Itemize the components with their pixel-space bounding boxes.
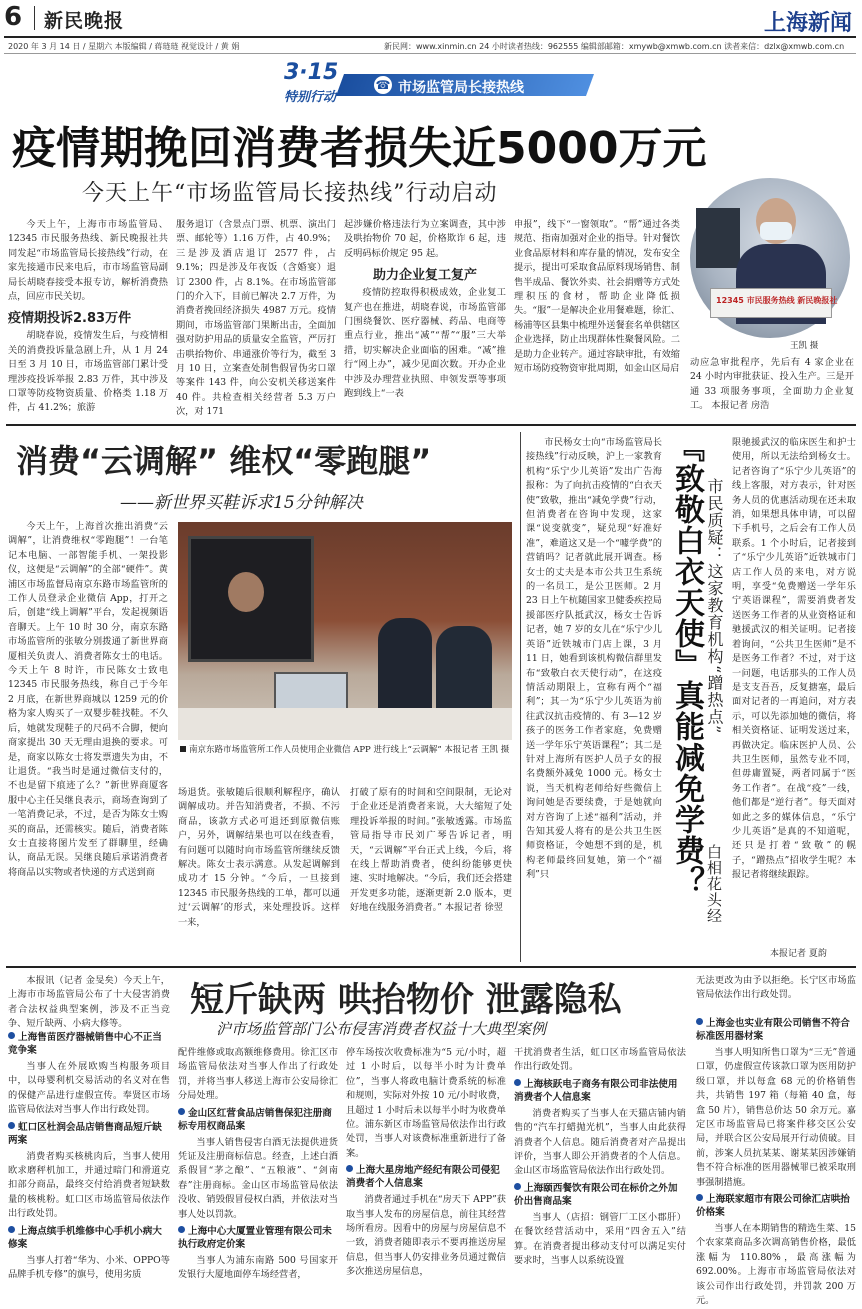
story4-col5-top <box>696 974 856 1014</box>
case-title-text: 上海联家超市有限公司徐汇店哄抬价格案 <box>696 1194 850 1219</box>
story1-photo-credit: 王凯 摄 <box>790 341 819 351</box>
case-title <box>8 1225 170 1251</box>
story3-col1-text: 市民杨女士向“市场监管局长接热线”行动反映，沪上一家教育机构“乐宁少儿英语”发出广告海报称：为了向抗击疫情的“白衣天使”致敬，推出“减免学费”行动，但消费者在咨询中发现，这家课“说变就变”，疑兑现“好准好准”，难道这又是一个“噱学费”的营销吗？记者就此展开调查。杨女士的丈夫是本市公共卫生系统的一名员工，是公卫医师。2 月 23 日上午杭随国家卫健委疾控局援部医疗队抵武汉，杨女士告诉记者，她 7 岁的女儿在“乐宁少儿英语”近铁城市门店上课，3 月 11 日，她看到该机构微信群里发布“致敬白衣天使行动”，在这疫情活动期限上，宣称有两个“福利”；其一为“乐宁少儿英语为前往武汉抗击疫情的、有 3—12 岁孩子的医务工作者家庭，免费赠送一学年乐宁英语课程”；其二是针对上海所有医护人员子女的报名费额外减免 1000 元。杨女士说，当天机构老师给好些微信上询问她是否要续费，于是她就向对方咨询了上述“福利”活动，并告知其爱人将有的是公共卫生医师资格证，令她想不到的是，机构老师最终回复她，第一个“福利”只 <box>526 437 662 881</box>
story4-c2-top-text: 配件维修或取高额维修费用。徐汇区市场监管局依法对当事人作出了行政处罚，并将当事人移送上海市公安局徐汇分局处理。 <box>178 1047 338 1102</box>
case-body: 当事人在本期销售的精选生菜、15 个农家菜商品多次调高销售价格，最低涨幅为 110.80%，最高涨幅为 692.00%。上海市市场监管局依法对该公司作出行政处罚，并罚款 200 万元。 <box>696 1223 856 1307</box>
case-title-text: 上海颐西餐饮有限公司在标价之外加价出售商品案 <box>514 1182 678 1207</box>
story1-col1b-text: 胡晓春说，疫情发生后，与疫情相关的消费投诉量急剧上升，从 1 月 24 日至 3 月 10 日，市场监管部门累计受理涉疫投诉举报 2.83 万件，其中涉及口罩等防疫物资质量、价格类 1.18 万件，占 41.2%；旅游 <box>8 330 168 414</box>
case-title <box>514 1182 686 1208</box>
story2-col1-text: 今天上午，上海首次推出消费“云调解”，让消费维权“零跑腿”！一台笔记本电脑、一部智能手机、一架投影仪，这便是“云调解”的全部“硬件”。黄浦区市场监督局南京东路市场监管所的工作人员登录企业微信 App，打开之后，创建“线上调解”平台，发起视频语音聊天。上午 10 时 30 分，南京东路市场监管所的张敏分别拨通了新世界商厦相关负责人、消费者陈女士的电话。今天上午 8 时许，市民陈女士致电 12345 市民服务热线，称自己于今年 2 月底，在新世界商城以 1259 元的价格为家人购买了一双婴步鞋找鞋。不久后，她就发现鞋子的尺码不合脚，便向商家提出 30 天无理由退换的要求。可是，商家以陈女士将发票遗失为由，不让退货。“我当时是通过微信支付的，不也是留下痕迹了么？”新世界商厦客服中心主任吴继良表示，商场查询到了一笔消费记录，不过，是否为陈女士购买的商品，还需核实。随后，消费者陈女士直接将图片发至了群聊里，经确认，商品无误。吴继良随后承诺消费者将商品以实物或者快递的方式送到商 <box>8 521 168 878</box>
story4-subheadline: 沪市场监管部门公布侵害消费者权益十大典型案例 <box>216 1020 547 1038</box>
story1-col5 <box>690 356 854 418</box>
banner-badge-text: 特别行动 <box>284 90 337 105</box>
story3-col2 <box>732 436 856 946</box>
story2-headline: 消费“云调解” 维权“零跑腿” <box>16 442 432 480</box>
square-bullet-icon <box>180 746 186 752</box>
case-title <box>8 1121 170 1147</box>
story1-photo <box>690 178 850 338</box>
case-body: 当事人（店招：钢管厂工区小郡肝）在餐饮经营活动中，采用“四舍五入”结算。在消费者提出移动支付可以满足实付要求时，当事人以系统设置 <box>514 1211 686 1267</box>
bullet-dot-icon <box>696 1194 703 1201</box>
story1-subhead-1: 疫情期投诉2.83万件 <box>8 311 132 327</box>
story4-headline: 短斤缺两 哄抬物价 泄露隐私 <box>190 980 622 1020</box>
story3-col2-text: 限驰援武汉的临床医生和护士使用，所以无法给到杨女士。记者咨询了“乐宁少儿英语”的线上客服，对方表示，针对医务人员的优惠活动现在还未取消，如果想具体申请，可以留下手机号，之后会有工作人员联系。1 个小时后，记者接到了“乐宁少儿英语”近铁城市门店工作人员的来电，对方说明，享受“免费赠送一学年乐宁英语课程”，需要消费者发送医务工作者的从业资格证和驰援武汉的相关证明。记者接着询问，“公共卫生医师”是不是医务工作者？不过，对于这一问题，电话那头的工作人员是支支吾吾，反复搪塞，最后面对记者的一再追问，对方表示，可以先添加她的微信，将相关资格证、证明发送过来，再做决定。临床医护人员、公共卫生医师，虽然专业不同，但毋庸置疑，两者同属于“医务工作者”。在战“疫”一线，他们都是“逆行者”。每天面对如此之多的媒体信息，“乐宁少儿英语”是真的不知道呢，还只是打着“致敬”的幌子，“蹭热点”招收学生呢？本报记者将继续跟踪。 <box>732 437 856 881</box>
case-title <box>8 1031 170 1057</box>
case-body: 消费者通过手机在“房天下 APP”获取当事人发布的房屋信息，前往其经营场所看房。因看中的房屋与房屋信息不一致，消费者随即表示不要再推送房屋信息，但当事人仍安排业务员通过微信多次推送房屋信息， <box>346 1194 506 1278</box>
story-divider-2 <box>6 966 856 968</box>
case-body: 当事人销售侵害白酒无法提供进货凭证及注册商标信息。经查，上述白酒系假冒“茅之酿”、“五粮液”、“剑南春”注册商标。金山区市场监管局依法没收、销毁假冒侵权白酒，并依法对当事人处以罚款。 <box>178 1136 338 1220</box>
case-title <box>178 1107 338 1133</box>
story2-col3 <box>350 786 512 964</box>
story4-col1 <box>8 1028 170 1281</box>
face-mask <box>760 222 792 240</box>
story4-col2 <box>178 1046 338 1281</box>
section-title: 上海新闻 <box>763 11 852 36</box>
case-body: 当事人在外展欧购当构服务项目中，以母婴利机交易活动的名义对在售的保健产品进行虚假宣传。奉贤区市场监管局依法对当事人作出行政处罚。 <box>8 1061 170 1116</box>
case-title <box>346 1164 506 1190</box>
story2-photo-caption-text: 南京东路市场监管所工作人员使用企业微信 APP 进行线上“云调解” 本报记者 王凯 摄 <box>189 745 510 755</box>
case-body: 当事人打着“华为、小米、OPPO等品牌手机专修”的旗号，使用劣质 <box>8 1254 170 1281</box>
case-title-text: 上海大星房地产经纪有限公司侵犯消费者个人信息案 <box>346 1165 500 1190</box>
story4-col4 <box>514 1046 686 1278</box>
bullet-dot-icon <box>8 1032 15 1039</box>
story1-col1 <box>8 218 168 416</box>
case-body: 消费者购买核桃肉后，当事人使用欧求磨秤机加工，并通过暗门和滑道克扣部分商品，最终交付给消费者短缺数量的核桃粉。虹口区市场监管局依法作出行政处罚。 <box>8 1150 170 1220</box>
phone-icon: ☎ <box>375 78 391 92</box>
bullet-dot-icon <box>178 1226 185 1233</box>
banner-badge-number: 3·15 <box>284 60 339 85</box>
case-title <box>514 1078 686 1104</box>
bullet-dot-icon <box>514 1183 521 1190</box>
story2-col3-text: 打破了原有的时间和空间限制，无论对于企业还是消费者来说，大大缩短了处理投诉举报的时间。”张敏透露。市场监管局指导市民刘广琴告诉记者，明天，“云调解”平台正式上线，今后，将在线上帮助消费者，使纠纷能够更快速、实时地解决。“今后，我们还会搭建开发更多功能，逐渐更新 2.0 版本，更好地在线服务消费者。” 本报记者 徐翌 <box>350 787 512 914</box>
case-title-text: 上海中心大厦置业管理有限公司未执行政府定价案 <box>178 1226 332 1251</box>
header-info-right: 新民网：www.xinmin.cn 24 小时读者热线：962555 编辑部邮箱：xmywb@xmwb.com.cn 读者来信：dzlx@xmwb.com.cn <box>384 42 845 51</box>
story1-col3a-text: 起涉嫌价格违法行为立案调查，其中涉及哄抬物价 70 起，价格欺诈 6 起，违反明码标价规定 95 起。 <box>344 219 506 259</box>
story4-lead-text: 本报讯（记者 金旻矣）今天上午，上海市市场监管局公布了十大侵害消费者合法权益典型案例，涉及不正当竞争、短斤缺两、小病大修等。 <box>8 975 170 1030</box>
case-title-text: 虹口区杜润会品店销售商品短斤缺两案 <box>8 1121 162 1146</box>
story2-col1 <box>8 520 168 962</box>
story1-col2-text: 服务退订（含景点门票、机票、演出门票、邮轮等）1.16 万件，占 40.9%；三是涉及酒店退订 2577 件，占 9.1%；四是涉及年夜饭（含婚宴）退订 2300 件，占 8.1%。在市场监管部门的介入下，目前已解决 2.7 万件，为消费者挽回经济损失 4987 万元。疫情期间，市场监管部门果断出击，全面加强对防护用品的质量安全监管，严厉打击哄抬物价、串通涨价等行为，截至 3 月 10 日，立案查处制售假冒伪劣口罩等案件 143 件，向公安机关移送案件 40 件。共检查相关经营者 5.3 万户次，对 171 <box>176 219 336 418</box>
story2-col2-text: 场退货。张敏随后很顺利解程序，确认调解成功。并告知消费者，不损、不污商品，该款方式必可退还到原微信账户，另外，调解结果也可以在线查看，有问题可以随时向市场监管所继续反馈解决。陈女士表示满意。从发起调解到成功才 15 分钟。“今后，一旦接到 12345 市民服务热线的工单，都可以通过‘云调解’的形式，来处理投诉。这样一来， <box>178 787 340 928</box>
story1-col3b-text: 疫情防控取得积极成效，企业复工复产也在推进，胡晓春说，市场监管部门围绕餐饮、医疗器械、药品、电商等重点行业，推出“减”“帮”“服”三大举措，切实解决企业面临的困难。“减”推行“网上办”，减少见面次数。开办企业中涉及办理营业执照、申领发票等事项跑到线上“一表 <box>344 287 506 400</box>
story4-c5-top-text: 无法更改为由予以拒绝。长宁区市场监管局依法作出行政处罚。 <box>696 975 856 1001</box>
case-title-text: 上海金也实业有限公司销售不符合标准医用器材案 <box>696 1018 850 1042</box>
banner-label: 市场监管局长接热线 <box>398 80 524 96</box>
officer-2 <box>436 626 492 710</box>
header-rule-2 <box>4 53 856 54</box>
story2-photo <box>178 522 512 740</box>
bullet-dot-icon <box>346 1165 353 1172</box>
story4-lead <box>8 974 170 1028</box>
story1-col3 <box>344 218 506 416</box>
bullet-dot-icon <box>514 1079 521 1086</box>
story1-subhead-2: 助力企业复工复产 <box>372 268 477 284</box>
case-title-text: 金山区红营食品店销售保犯注册商标专用权商品案 <box>178 1107 332 1132</box>
story1-col5-text: 动应急审批程序，先后有 4 家企业在 24 小时内审批获证、投入生产。三是开通 33 项服务事项，全面助力企业复工。 本报记者 房浩 <box>690 357 854 412</box>
header-info-left: 2020 年 3 月 14 日 / 星期六 本版编辑 / 蒋琏琏 视觉设计 / 黄 娟 <box>8 42 240 51</box>
story1-subheadline: 今天上午“市场监管局长接热线”行动启动 <box>82 181 498 206</box>
case-body: 消费者购买了当事人在天猫店铺内销售的“汽车打蜡抛光机”，当事人由此获得消费者个人信息。随后消费者对产品提出评价，当事人即公开消费者的个人信息。金山区市场监管局依法作出行政处罚。 <box>514 1107 686 1177</box>
story2-subheadline: ——新世界买鞋诉求15分钟解决 <box>120 493 363 513</box>
officer-1 <box>378 618 432 708</box>
case-body: 当事人明知所售口罩为“三无”普通口罩，仍虚假宣传该款口罩为医用防护级口罩，并以每盒 68 元的价格销售共，共销售 197 箱（每箱 40 盒，每盒 50 片），销售总价达 50 余万元。嘉定区市场监管局已将案件移交区公安局，并联合区公安局展开行动侦破。目前，涉案人员抗某某、谢某某因涉嫌销售不符合标准的医用器械罪已被采取刑事强制措施。 <box>696 1047 856 1188</box>
desk <box>178 708 512 740</box>
paper-name: 新民晚报 <box>44 10 125 32</box>
story-divider-1 <box>6 424 856 426</box>
story4-c4-top-text: 干扰消费者生活，虹口区市场监管局依法作出行政处罚。 <box>514 1047 686 1073</box>
header-rule <box>4 36 856 38</box>
story1-col1-text: 今天上午，上海市市场监管局、12345 市民服务热线、新民晚报社共同发起“市场监管局长接热线”行动，在家先接通市民来电后，市市场监管局副局长胡晓春接受本报专访，解析消费热点，回应市民关切。 <box>8 219 168 303</box>
bullet-dot-icon <box>696 1018 703 1025</box>
monitor-shape <box>696 208 740 268</box>
desk-sign-text: 12345 市民服务热线 新民晚报社 <box>716 296 838 305</box>
page-number: 6 <box>4 2 23 32</box>
story4-col5 <box>696 1014 856 1307</box>
story3-byline: 本报记者 夏韵 <box>770 949 827 959</box>
bullet-dot-icon <box>178 1108 185 1115</box>
story3-vertical-subtitle-2: 白相花头经 <box>705 844 723 924</box>
story1-headline: 疫情期挽回消费者损失近5000万元 <box>12 123 707 174</box>
case-title <box>696 1193 856 1219</box>
story1-col4-text: 申报”，线下“一窗领取”。“帮”通过各类规范、指南加强对企业的指导。针对餐饮业食品原材料和库存量的情况，发布安全提示，提出可采取食品原料现场销售、制售半成品、餐饮外卖、社会捐赠等方式处理积压的食材，帮助企业降低损失。“服”一是解决企业用餐难题，徐汇、杨浦等区县集中梳理外送餐套名单供辖区企业选择，防止出现群体性聚餐风险。二是助力企业转产。通过容缺审批，有效缩短市场防疫物资审批周期，如金山区局启 <box>514 219 680 375</box>
case-body: 当事人为浦东南路 500 号国家开发银行大厦地面停车场经营者， <box>178 1255 338 1281</box>
case-title <box>178 1225 338 1251</box>
story1-col4 <box>514 218 680 416</box>
bullet-dot-icon <box>8 1226 15 1233</box>
story3-vertical-title: 『致敬白衣天使』真能减免学费？ <box>669 432 704 897</box>
case-title-text: 上海核跃电子商务有限公司非法使用消费者个人信息案 <box>514 1078 678 1103</box>
banner <box>280 62 600 106</box>
case-title <box>696 1017 856 1043</box>
story3-col1 <box>526 436 662 964</box>
story3-vertical-subtitle: 市民质疑：这家教育机构“蹭热点” <box>705 478 724 735</box>
story1-col2 <box>176 218 336 416</box>
story4-col3 <box>346 1046 506 1278</box>
video-call-face <box>228 572 264 612</box>
case-title-text: 上海售苗医疗器械销售中心不正当竞争案 <box>8 1032 162 1056</box>
header-divider-short <box>34 6 35 30</box>
story2-col2 <box>178 786 340 964</box>
story2-photo-caption <box>180 744 512 756</box>
laptop <box>274 672 348 710</box>
bullet-dot-icon <box>8 1122 15 1129</box>
story4-c3-top-text: 停车场按次收费标准为“5 元/小时，超过 1 小时后，以每半小时为计费单位”，当事人将政电脑计费系统的标准和规则，实际对外按 10 元/小时收费，且超过 1 小时后未以每半小时为收费单位。浦东新区市场监管局依法作出行政处罚，当事人对该费标准重新进行了备案。 <box>346 1047 506 1159</box>
case-title-text: 上海点缤手机维修中心手机小病大修案 <box>8 1225 162 1250</box>
story-divider-vertical <box>520 432 521 962</box>
